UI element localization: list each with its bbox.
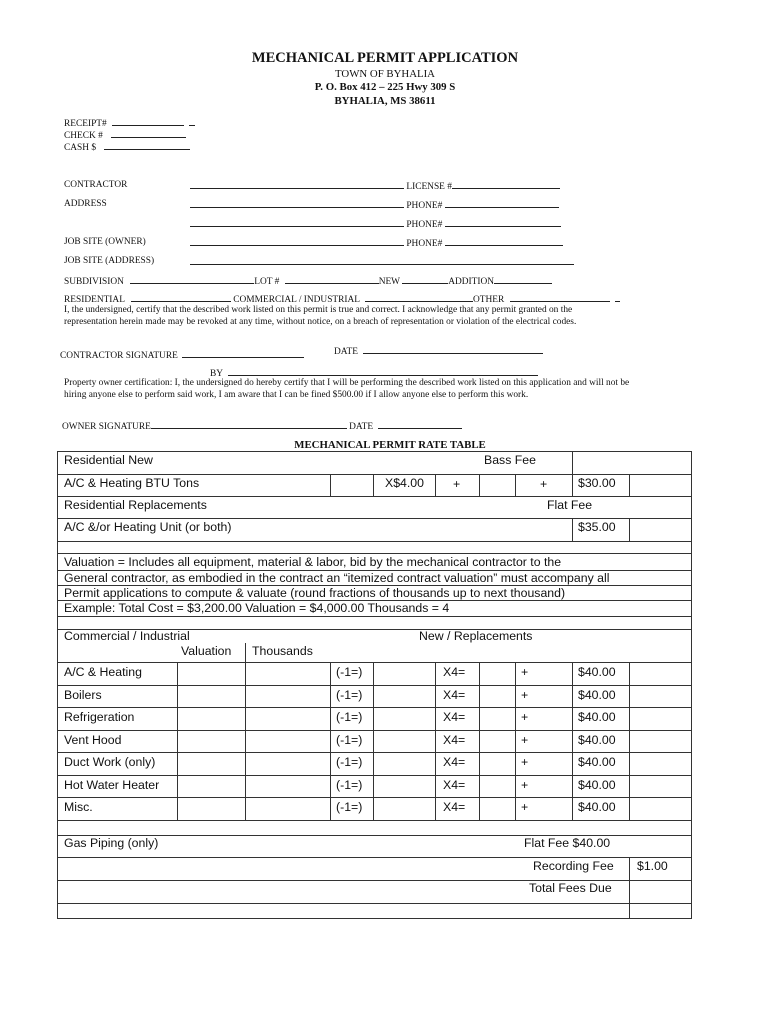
commercial-field[interactable] xyxy=(365,293,473,302)
phone-label: PHONE# xyxy=(406,201,443,211)
commercial-row-thousands-cell[interactable] xyxy=(246,731,330,752)
recording-fee-amount: $1.00 xyxy=(637,859,668,873)
valuation-line-2: General contractor, as embodied in the contract an “itemized contract valuation” must accompany all xyxy=(64,571,610,585)
commercial-row-times-result-cell[interactable] xyxy=(480,776,515,797)
commercial-row-times-four: X4= xyxy=(443,710,466,724)
valuation-line-1: Valuation = Includes all equipment, material & labor, bid by the mechanical contractor to the xyxy=(64,555,562,569)
job-site-owner-field[interactable] xyxy=(190,237,404,246)
commercial-row-result-cell[interactable] xyxy=(374,798,435,819)
check-label: CHECK # xyxy=(64,131,103,141)
commercial-row-times-result-cell[interactable] xyxy=(480,663,515,684)
addition-label: ADDITION xyxy=(448,277,495,287)
commercial-row-fee-amount: $40.00 xyxy=(578,665,616,679)
commercial-row-row-total-cell[interactable] xyxy=(630,776,691,797)
commercial-row-plus-sign: + xyxy=(521,778,529,792)
commercial-row-category-label: Hot Water Heater xyxy=(64,778,160,792)
owner-certification: Property owner certification: I, the undersigned do hereby certify that I will be performing the described work listed on this application and will not be hiring anyone else to perform said work, I am aware that I can be fined $500.00 if I allow anyone else to perform this work. xyxy=(64,378,630,400)
commercial-row-fee-amount: $40.00 xyxy=(578,755,616,769)
phone-label-2: PHONE# xyxy=(406,220,443,230)
btu-plus: + xyxy=(453,477,461,491)
commercial-row-category-label: Boilers xyxy=(64,688,102,702)
commercial-row-result-cell[interactable] xyxy=(374,753,435,774)
total-fees-due-label: Total Fees Due xyxy=(529,881,612,895)
valuation-line-4: Example: Total Cost = $3,200.00 Valuation = $4,000.00 Thousands = 4 xyxy=(64,601,450,615)
other-label: OTHER xyxy=(473,295,505,305)
address-row xyxy=(190,199,559,211)
commercial-row-plus-sign: + xyxy=(521,688,529,702)
commercial-row-category-label: Vent Hood xyxy=(64,733,122,747)
commercial-row-thousands-cell[interactable] xyxy=(246,686,330,707)
owner-signature-row xyxy=(62,420,462,432)
new-field[interactable] xyxy=(402,275,448,284)
commercial-row-plus-sign: + xyxy=(521,710,529,724)
receipt-field[interactable] xyxy=(112,117,184,126)
subdivision-row xyxy=(64,275,552,287)
phone-field-3[interactable] xyxy=(445,237,563,246)
commercial-row-thousands-cell[interactable] xyxy=(246,776,330,797)
new-replacements-label: New / Replacements xyxy=(419,629,533,643)
job-site-owner-label: JOB SITE (OWNER) xyxy=(64,237,146,247)
work-type-row xyxy=(64,293,620,305)
commercial-row-valuation-cell[interactable] xyxy=(178,731,245,752)
date-row xyxy=(334,345,543,357)
commercial-row-minus-one: (-1=) xyxy=(336,710,363,724)
address-field[interactable] xyxy=(190,199,404,208)
license-label: LICENSE # xyxy=(406,182,452,192)
owner-signature-field[interactable] xyxy=(151,420,347,429)
gas-flat-fee: Flat Fee $40.00 xyxy=(524,836,611,850)
commercial-row-category-label: Misc. xyxy=(64,800,93,814)
commercial-row-result-cell[interactable] xyxy=(374,708,435,729)
valuation-line-3: Permit applications to compute & valuate (round fractions of thousands up to next thousand) xyxy=(64,586,566,600)
contractor-signature-label: CONTRACTOR SIGNATURE xyxy=(60,351,178,361)
owner-signature-label: OWNER SIGNATURE xyxy=(62,422,151,432)
commercial-row-result-cell[interactable] xyxy=(374,686,435,707)
commercial-row-fee-amount: $40.00 xyxy=(578,688,616,702)
commercial-row-times-four: X4= xyxy=(443,800,466,814)
commercial-row-times-four: X4= xyxy=(443,755,466,769)
new-label: NEW xyxy=(378,277,400,287)
commercial-row-thousands-cell[interactable] xyxy=(246,753,330,774)
commercial-row-fee-amount: $40.00 xyxy=(578,710,616,724)
commercial-label: COMMERCIAL / INDUSTRIAL xyxy=(233,295,360,305)
contractor-label: CONTRACTOR xyxy=(64,180,128,190)
btu-rate: X$4.00 xyxy=(385,476,424,490)
commercial-row-times-four: X4= xyxy=(443,665,466,679)
residential-new-label: Residential New xyxy=(64,453,153,467)
license-field[interactable] xyxy=(452,180,560,189)
commercial-row-plus-sign: + xyxy=(521,800,529,814)
address-label: ADDRESS xyxy=(64,199,107,209)
commercial-row-times-result-cell[interactable] xyxy=(480,686,515,707)
owner-date-field[interactable] xyxy=(378,420,462,429)
residential-replacements-label: Residential Replacements xyxy=(64,498,207,512)
date-label: DATE xyxy=(334,347,358,357)
fee-35: $35.00 xyxy=(578,520,616,534)
commercial-row-category-label: Refrigeration xyxy=(64,710,135,724)
bass-fee-label: Bass Fee xyxy=(484,453,536,467)
commercial-industrial-label: Commercial / Industrial xyxy=(64,629,190,643)
commercial-row-times-four: X4= xyxy=(443,733,466,747)
other-field[interactable] xyxy=(510,293,610,302)
commercial-row-times-result-cell[interactable] xyxy=(480,708,515,729)
commercial-row-thousands-cell[interactable] xyxy=(246,798,330,819)
commercial-row-row-total-cell[interactable] xyxy=(630,663,691,684)
owner-date-label: DATE xyxy=(349,422,374,432)
commercial-row-valuation-cell[interactable] xyxy=(178,753,245,774)
addition-field[interactable] xyxy=(494,275,552,284)
commercial-row-plus-sign: + xyxy=(521,665,529,679)
rate-table xyxy=(57,451,692,919)
commercial-row-times-four: X4= xyxy=(443,688,466,702)
receipt-row xyxy=(64,117,195,129)
contractor-signature-row xyxy=(60,349,304,361)
job-site-owner-row xyxy=(190,237,563,249)
contractor-signature-field[interactable] xyxy=(182,349,304,358)
cash-label: CASH $ xyxy=(64,143,97,153)
page-title: MECHANICAL PERMIT APPLICATION xyxy=(251,50,519,66)
btu-plus-2: + xyxy=(540,477,548,491)
commercial-row-valuation-cell[interactable] xyxy=(178,798,245,819)
commercial-row-minus-one: (-1=) xyxy=(336,800,363,814)
phone-label-3: PHONE# xyxy=(406,239,443,249)
check-row xyxy=(64,129,186,141)
address-field-2[interactable] xyxy=(190,218,404,227)
recording-fee-label: Recording Fee xyxy=(533,859,614,873)
by-label: BY xyxy=(210,369,223,379)
commercial-row-row-total-cell[interactable] xyxy=(630,708,691,729)
commercial-row-valuation-cell[interactable] xyxy=(178,663,245,684)
commercial-row-times-four: X4= xyxy=(443,778,466,792)
commercial-row-row-total-cell[interactable] xyxy=(630,686,691,707)
lot-label: LOT # xyxy=(254,277,280,287)
fee-30: $30.00 xyxy=(578,476,616,490)
commercial-row-thousands-cell[interactable] xyxy=(246,708,330,729)
contractor-certification: I, the undersigned, certify that the described work listed on this permit is true and correct. I acknowledge that any permit granted on the representation herein made may be revoked at any time, without notice, on a breach of representation or violation of the electrical codes. xyxy=(64,305,577,327)
commercial-row-result-cell[interactable] xyxy=(374,663,435,684)
lot-field[interactable] xyxy=(285,275,379,284)
ac-heating-unit-label: A/C &/or Heating Unit (or both) xyxy=(64,520,232,534)
valuation-col-header: Valuation xyxy=(181,644,232,658)
contractor-field[interactable] xyxy=(190,180,404,189)
check-field[interactable] xyxy=(111,129,186,138)
commercial-row-minus-one: (-1=) xyxy=(336,733,363,747)
commercial-row-times-result-cell[interactable] xyxy=(480,731,515,752)
commercial-row-thousands-cell[interactable] xyxy=(246,663,330,684)
commercial-row-minus-one: (-1=) xyxy=(336,688,363,702)
receipt-label: RECEIPT# xyxy=(64,119,107,129)
commercial-row-minus-one: (-1=) xyxy=(336,755,363,769)
commercial-row-row-total-cell[interactable] xyxy=(630,731,691,752)
subdivision-field[interactable] xyxy=(130,275,254,284)
commercial-row-valuation-cell[interactable] xyxy=(178,708,245,729)
job-site-address-label: JOB SITE (ADDRESS) xyxy=(64,256,155,266)
town-name: TOWN OF BYHALIA xyxy=(335,68,435,80)
phone-field[interactable] xyxy=(445,199,559,208)
commercial-row-valuation-cell[interactable] xyxy=(178,776,245,797)
commercial-row-minus-one: (-1=) xyxy=(336,665,363,679)
rate-table-title: MECHANICAL PERMIT RATE TABLE xyxy=(294,439,486,451)
gas-piping-label: Gas Piping (only) xyxy=(64,836,159,850)
flat-fee-label: Flat Fee xyxy=(547,498,593,512)
job-site-address-field[interactable] xyxy=(190,256,574,265)
date-field[interactable] xyxy=(363,345,543,354)
cash-row xyxy=(64,141,190,153)
commercial-row-times-result-cell[interactable] xyxy=(480,798,515,819)
commercial-row-row-total-cell[interactable] xyxy=(630,798,691,819)
commercial-row-plus-sign: + xyxy=(521,733,529,747)
city-state: BYHALIA, MS 38611 xyxy=(334,95,436,107)
commercial-row-times-result-cell[interactable] xyxy=(480,753,515,774)
commercial-row-result-cell[interactable] xyxy=(374,776,435,797)
commercial-row-fee-amount: $40.00 xyxy=(578,733,616,747)
commercial-row-minus-one: (-1=) xyxy=(336,778,363,792)
commercial-row-plus-sign: + xyxy=(521,755,529,769)
cash-field[interactable] xyxy=(104,141,190,150)
commercial-row-fee-amount: $40.00 xyxy=(578,800,616,814)
thousands-col-header: Thousands xyxy=(252,644,313,658)
residential-label: RESIDENTIAL xyxy=(64,295,125,305)
subdivision-label: SUBDIVISION xyxy=(64,277,124,287)
commercial-row-category-label: A/C & Heating xyxy=(64,665,142,679)
ac-heating-btu-label: A/C & Heating BTU Tons xyxy=(64,476,200,490)
address-row-2 xyxy=(190,218,561,230)
by-field[interactable] xyxy=(228,367,538,376)
commercial-row-result-cell[interactable] xyxy=(374,731,435,752)
commercial-row-fee-amount: $40.00 xyxy=(578,778,616,792)
commercial-row-category-label: Duct Work (only) xyxy=(64,755,156,769)
commercial-row-valuation-cell[interactable] xyxy=(178,686,245,707)
commercial-row-row-total-cell[interactable] xyxy=(630,753,691,774)
contractor-row xyxy=(190,180,560,192)
phone-field-2[interactable] xyxy=(445,218,561,227)
residential-field[interactable] xyxy=(131,293,231,302)
po-box-address: P. O. Box 412 – 225 Hwy 309 S xyxy=(314,81,456,93)
